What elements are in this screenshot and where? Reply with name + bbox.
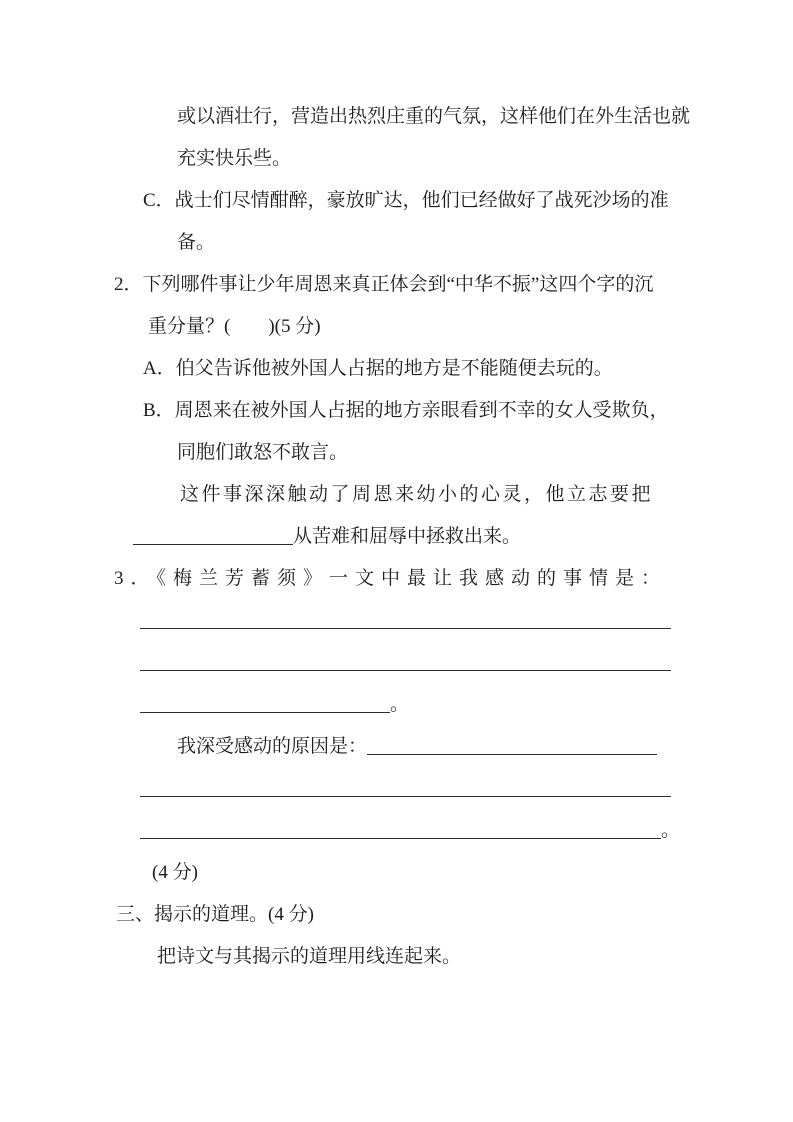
q2-fill-in-intro — [114, 474, 680, 516]
section-3-instruction — [114, 936, 680, 978]
line-text: C．战士们尽情酣醉，豪放旷达，他们已经做好了战死沙场的准 — [143, 190, 669, 211]
question-text: 2．下列哪件事让少年周恩来真正体会到“中华不振”这四个字的沉 — [114, 274, 654, 295]
question-text: 3．《梅兰芳蓄须》一文中最让我感动的事情是： — [114, 568, 668, 589]
q1-option-continuation-line2 — [114, 138, 680, 180]
q3-score-note — [114, 852, 680, 894]
q2-option-b-continuation — [114, 432, 680, 474]
period-suffix: 。 — [390, 694, 410, 715]
question-2 — [114, 264, 680, 306]
question-text: 重分量？( )(5 分) — [148, 316, 321, 337]
option-text: 同胞们敢怒不敢言。 — [177, 442, 349, 463]
option-text: A．伯父告诉他被外国人占据的地方是不能随便去玩的。 — [143, 358, 613, 379]
option-text: B．周恩来在被外国人占据的地方亲眼看到不幸的女人受欺负， — [143, 400, 669, 421]
q3-reason-prompt — [114, 726, 680, 768]
line-text: 从苦难和屈辱中拯救出来。 — [293, 526, 522, 547]
question-3 — [114, 558, 680, 600]
worksheet-page — [114, 96, 691, 978]
answer-blank — [140, 670, 671, 671]
q3-reason-blank-line-2 — [114, 810, 680, 852]
answer-blank — [367, 754, 657, 755]
instruction-text: 把诗文与其揭示的道理用线连起来。 — [157, 946, 462, 967]
period-suffix: 。 — [661, 820, 681, 841]
q1-option-c-continuation — [114, 222, 680, 264]
answer-blank — [140, 712, 390, 713]
q3-answer-blank-line-3 — [114, 684, 680, 726]
line-text: 或以酒壮行，营造出热烈庄重的气氛，这样他们在外生活也就 — [177, 106, 691, 127]
q3-answer-blank-line-2 — [114, 642, 680, 684]
q2-option-b — [114, 390, 680, 432]
line-text: 我深受感动的原因是： — [177, 736, 368, 757]
q1-option-c — [114, 180, 680, 222]
section-3-heading — [114, 894, 680, 936]
q1-option-continuation-line1 — [114, 96, 691, 138]
score-text: (4 分) — [152, 862, 198, 883]
line-text: 这件事深深触动了周恩来幼小的心灵，他立志要把 — [180, 484, 654, 505]
line-text: 备。 — [177, 232, 216, 253]
answer-blank — [140, 838, 661, 839]
q2-fill-in-line — [114, 516, 680, 558]
question-2-continuation — [114, 306, 680, 348]
q3-answer-blank-line-1 — [114, 600, 680, 642]
answer-blank — [140, 796, 671, 797]
line-text: 充实快乐些。 — [177, 148, 292, 169]
answer-blank — [133, 544, 293, 545]
q2-option-a — [114, 348, 680, 390]
heading-text: 三、揭示的道理。(4 分) — [116, 904, 314, 925]
q3-reason-blank-line-1 — [114, 768, 680, 810]
answer-blank — [140, 628, 671, 629]
